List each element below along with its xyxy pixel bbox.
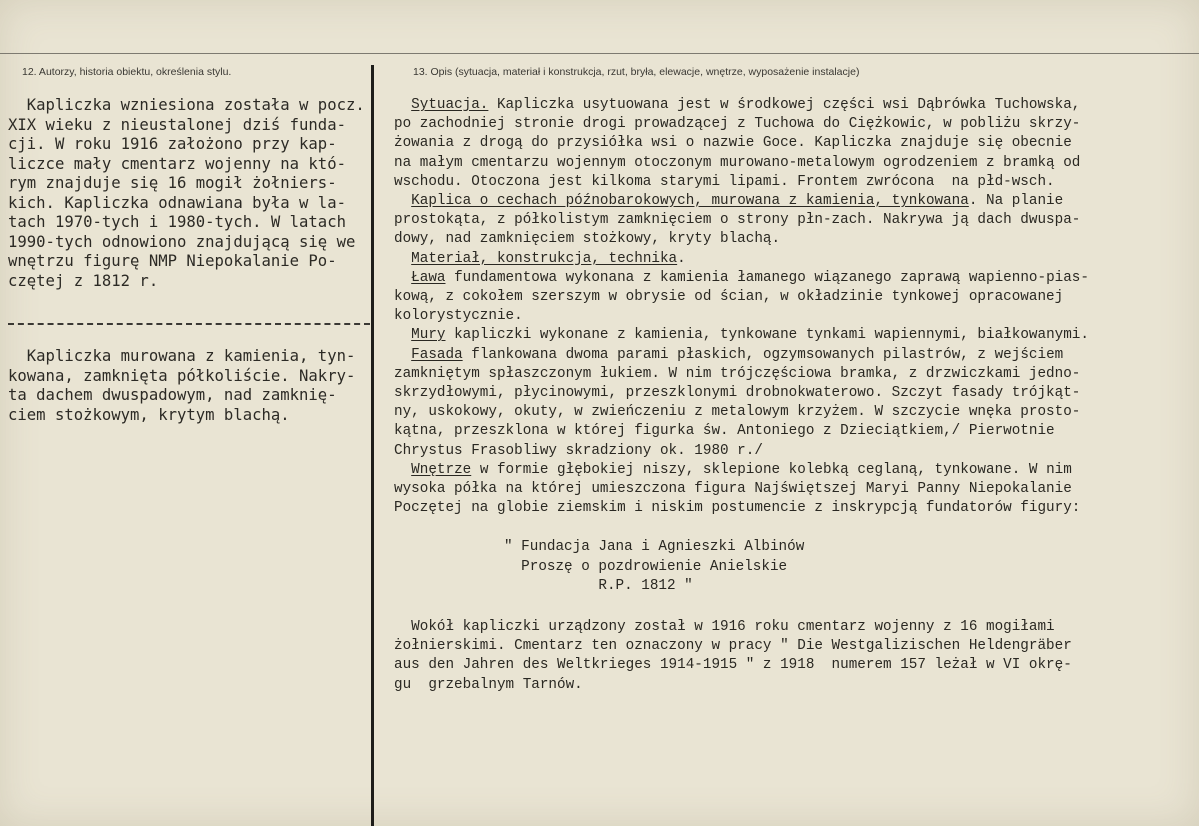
description-line [394, 307, 1194, 326]
history-line: liczce mały cmentarz wojenny na któ- [8, 154, 346, 173]
section-13-header: 13. Opis (sytuacja, materiał i konstrukcja, rzut, bryła, elewacje, wnętrze, wyposażenie instalacje) [413, 66, 860, 78]
dashed-separator [8, 323, 370, 325]
section-heading: Sytuacja. [411, 97, 489, 113]
history-line: wnętrzu figurę NMP Niepokalanie Po- [8, 252, 337, 270]
inscription-line: Proszę o pozdrowienie Anielskie [504, 558, 788, 575]
history-line: Kapliczka wzniesiona została w pocz. [8, 96, 365, 114]
description-line [394, 480, 1194, 499]
top-rule [0, 53, 1199, 54]
line-text: dowy, nad zamknięciem stożkowy, kryty blachą. [394, 231, 781, 248]
line-text: Kapliczka usytuowana jest w środkowej części wsi Dąbrówka Tuchowska, [488, 97, 1081, 113]
line-text: kapliczki wykonane z kamienia, tynkowane tynkami wapiennymi, białkowanymi. [445, 327, 1089, 344]
line-text: Poczętej na globie ziemskim i niskim postumencie z inskrypcją fundatorów figury: [394, 500, 1081, 517]
description-line [394, 442, 1194, 461]
line-text: flankowana dwoma parami płaskich, ogzymsowanych pilastrów, z wejściem [462, 346, 1064, 363]
description-line [394, 134, 1194, 153]
section-heading: Kaplica o cechach późnobarokowych, murowana z kamienia, tynkowana [411, 193, 969, 210]
history-line: kich. Kapliczka odnawiana była w la- [8, 193, 346, 212]
description-line [394, 96, 1194, 115]
history-line: cji. W roku 1916 założono przy kap- [8, 135, 337, 153]
line-text: wysoka półka na której umieszczona figura Najświętszej Maryi Panny Niepokalanie [394, 481, 1072, 498]
line-text: na małym cmentarzu wojennym otoczonym murowano-metalowym ogrodzeniem z bramką od [394, 154, 1081, 171]
line-text: prostokąta, z półkolistym zamknięciem o strony płn-zach. Nakrywa ją dach dwuspa- [394, 212, 1081, 229]
line-text: fundamentowa wykonana z kamienia łamanego wiązanego zaprawą wapienno-pias- [445, 269, 1089, 286]
description-line [394, 288, 1194, 307]
description-line [394, 269, 1194, 288]
history-line: XIX wieku z nieustalonej dziś funda- [8, 115, 346, 134]
line-text: kątna, przeszklona w której figurka św. Antoniego z Dzieciątkiem,/ Pierwotnie [394, 423, 1055, 440]
description-line [394, 173, 1194, 192]
section-heading: Wnętrze [411, 461, 472, 478]
description-line [394, 230, 1194, 249]
history-line: 1990-tych odnowiono znajdującą się we [8, 232, 356, 251]
line-text: kolorystycznie. [394, 308, 523, 325]
style-line: Kapliczka murowana z kamienia, tyn- [8, 347, 356, 365]
description-line [394, 192, 1194, 211]
description-line [394, 250, 1194, 269]
description-text [394, 96, 1194, 695]
line-text: skrzydłowymi, płycinowymi, przeszklonymi drobnokwaterowo. Szczyt fasady trójkąt- [394, 385, 1081, 402]
style-line: kowana, zamknięta półkoliście. Nakry- [8, 366, 356, 385]
section-heading: Materiał, konstrukcja, technika [411, 250, 678, 267]
line-text: zamkniętym spłaszczonym łukiem. W nim trójczęściowa bramka, z drzwiczkami jedno- [394, 365, 1081, 382]
line-text: Chrystus Frasobliwy skradziony ok. 1980 r./ [394, 442, 763, 459]
history-line: tach 1970-tych i 1980-tych. W latach [8, 213, 346, 231]
inscription-line: R.P. 1812 " [504, 577, 693, 594]
line-text: ny, uskokowy, okuty, w zwieńczeniu z metalowym krzyżem. W szczycie wnęka prosto- [394, 404, 1081, 421]
section-heading: Fasada [411, 346, 463, 363]
inscription [394, 538, 1194, 596]
line-text: kową, z cokołem szerszym w obrysie od ścian, w okładzinie tynkowej opracowanej [394, 289, 1064, 306]
column-divider [371, 65, 374, 826]
description-line [394, 346, 1194, 365]
history-line: czętej z 1812 r. [8, 271, 159, 290]
description-line [394, 365, 1194, 384]
line-text: w formie głębokiej niszy, sklepione kolebką ceglaną, tynkowane. W nim [471, 461, 1072, 478]
description-line [394, 403, 1194, 422]
description-line [394, 211, 1194, 230]
style-line: ta dachem dwuspadowym, nad zamknię- [8, 386, 337, 404]
history-text [8, 96, 368, 291]
description-line [394, 115, 1194, 134]
closing-line: aus den Jahren des Weltkrieges 1914-1915 " z 1918 numerem 157 leżał w VI okrę- [394, 657, 1072, 674]
description-line [394, 384, 1194, 403]
inscription-line: " Fundacja Jana i Agnieszki Albinów [504, 539, 805, 556]
section-12-header: 12. Autorzy, historia obiektu, określenia stylu. [22, 66, 232, 78]
line-text: . Na planie [968, 193, 1064, 210]
line-text: żowania z drogą do przysiółka wsi o nazwie Goce. Kapliczka znajduje się obecnie [394, 135, 1072, 152]
style-line: ciem stożkowym, krytym blachą. [8, 405, 290, 424]
closing-line: Wokół kapliczki urządzony został w 1916 roku cmentarz wojenny z 16 mogiłami [394, 619, 1055, 636]
description-line [394, 422, 1194, 441]
line-text: po zachodniej stronie drogi prowadzącej z Tuchowa do Ciężkowic, w pobliżu skrzy- [394, 116, 1081, 133]
description-line [394, 461, 1194, 480]
closing-line: żołnierskimi. Cmentarz ten oznaczony w pracy " Die Westgalizischen Heldengräber [394, 638, 1072, 655]
line-text: . [677, 250, 686, 267]
line-text: wschodu. Otoczona jest kilkoma starymi lipami. Frontem zwrócona na płd-wsch. [394, 173, 1055, 190]
description-line [394, 499, 1194, 518]
style-text [8, 347, 368, 425]
section-heading: Ława [411, 269, 446, 286]
history-line: rym znajduje się 16 mogił żołniers- [8, 174, 337, 192]
section-heading: Mury [411, 327, 446, 344]
description-line [394, 154, 1194, 173]
closing-line: gu grzebalnym Tarnów. [394, 676, 583, 693]
description-line [394, 326, 1194, 345]
